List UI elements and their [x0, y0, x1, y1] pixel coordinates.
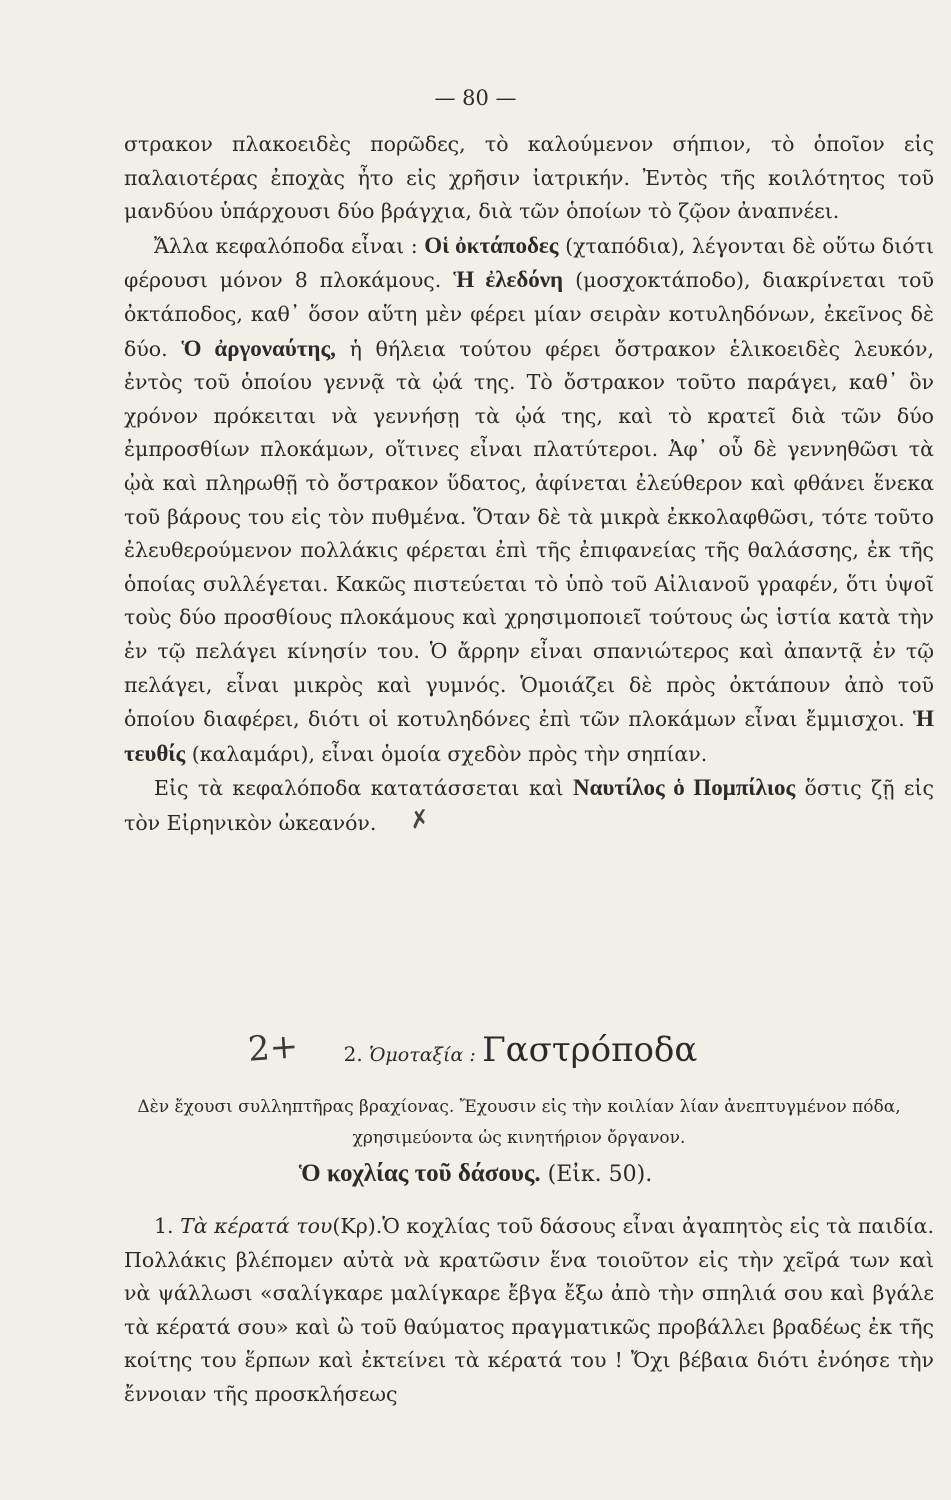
term-squid: Ἡ τευθίς: [124, 706, 934, 766]
text-run: (καλαμάρι), εἶναι ὁμοία σχεδὸν πρὸς τὴν σηπίαν.: [185, 741, 708, 766]
page-number: — 80 —: [434, 86, 517, 110]
section-label: Ὁμοταξία :: [369, 1044, 476, 1066]
section-name: Γαστρόποδα: [482, 1030, 698, 1070]
text-run: Ἄλλα κεφαλόποδα εἶναι :: [154, 233, 425, 258]
item-abbreviation: (Κρ).: [332, 1214, 383, 1238]
pencil-mark: ✗: [407, 803, 433, 835]
text-run: (χταπόδια), λέγονται δὲ οὕτω διότι φέρουσι μόνον 8 πλοκάμους.: [124, 233, 934, 293]
term-argonaut: Ὁ ἀργοναύτης,: [181, 335, 336, 361]
body-text-block: [124, 1210, 934, 1412]
item-number: 1.: [154, 1214, 174, 1238]
section-number: 2.: [343, 1042, 363, 1066]
species-name: Ὁ κοχλίας τοῦ δάσους.: [298, 1160, 541, 1187]
item-label: Τὰ κέρατά του: [180, 1214, 333, 1238]
paragraph: [124, 229, 934, 772]
section-description: Δὲν ἔχουσι συλληπτῆρας βραχίονας. Ἔχουσιν εἰς τὴν κοιλίαν λίαν ἀνεπτυγμένον πόδα, χρησιμεύοντα ὡς κινητήριον ὄργανον.: [137, 1097, 901, 1148]
body-text-block: [124, 128, 934, 840]
paragraph: στρακον πλακοειδὲς πορῶδες, τὸ καλούμενον σήπιον, τὸ ὁποῖον εἰς παλαιοτέρας ἐποχὰς ἦτο εἰς χρῆσιν ἰατρικήν. Ἐντὸς τῆς κοιλότητος τοῦ μανδύου ὑπάρχουσι δύο βράγχια, διὰ τῶν ὁποίων τὸ ζῷον ἀναπνέει.: [124, 132, 934, 224]
figure-reference: (Εἰκ. 50).: [547, 1162, 653, 1187]
paragraph: [124, 1210, 934, 1412]
text-run: ἡ θήλεια τούτου φέρει ὄστρακον ἑλικοειδὲς λευκόν, ἐντὸς τοῦ ὁποίου γεννᾷ τὰ ᾠά της. Τὸ ὄστρακον τοῦτο παράγει, καθ᾽ ὃν χρόνον πρόκειται νὰ γεννήσῃ τὰ ᾠά της, καὶ τὸ κρατεῖ διὰ τῶν δύο ἐμπροσθίων πλοκάμων, οἵτινες εἶναι πλατύτεροι. Ἀφ᾽ οὗ δὲ γεννηθῶσι τὰ ᾠὰ καὶ πληρωθῇ τὸ ὄστρακον ὕδατος, ἀφίνεται ἐλεύθερον καὶ φθάνει ἕνεκα τοῦ βάρους του εἰς τὸν πυθμένα. Ὅταν δὲ τὰ μικρὰ ἐκκολαφθῶσι, τότε τοῦτο ἐλευθερούμενον πολλάκις φέρεται ἐπὶ τῆς ἐπιφανείας τῆς θαλάσσης, ἐκ τῆς ὁποίας συλλέγεται. Κακῶς πιστεύεται τὸ ὑπὸ τοῦ Αἰλιανοῦ γραφέν, ὅτι ὑψοῖ τοὺς δύο προσθίους πλοκάμους καὶ χρησιμοποιεῖ τούτους ὡς ἱστία κατὰ τὴν ἐν τῷ πελάγει κίνησίν του. Ὁ ἄρρην εἶναι σπανιώτερος καὶ ἀπαντᾷ ἐν τῷ πελάγει, εἶναι μικρὸς καὶ γυμνός. Ὁμοιάζει δὲ πρὸς ὀκτάπουν ἀπὸ τοῦ ὁποίου διαφέρει, διότι οἱ κοτυληδόνες ἐπὶ τῶν πλοκάμων εἶναι ἔμμισχοι.: [124, 336, 934, 732]
species-title: [0, 1160, 951, 1188]
text-run: (μοσχοκτάποδο), διακρίνεται τοῦ ὀκτάποδος, καθ᾽ ὅσον αὕτη μὲν φέρει μίαν σειρὰν κοτυληδόνων, ἐκεῖνος δὲ δύο.: [124, 268, 934, 361]
term-octopus: Οἱ ὀκτάποδες: [424, 232, 559, 258]
term-nautilus: Ναυτίλος ὁ Πομπίλιος: [573, 775, 796, 801]
text-run: Ὁ κοχλίας τοῦ δάσους εἶναι ἀγαπητὸς εἰς τὰ παιδία. Πολλάκις βλέπομεν αὐτὰ νὰ κρατῶσιν ἕνα τοιοῦτον εἰς τὴν χεῖρά των καὶ νὰ ψάλλωσι «σαλίγκαρε μαλίγκαρε ἔβγα ἔξω ἀπὸ τὴν σπηλιά σου καὶ βγάλε τὰ κέρατά σου» καὶ ὢ τοῦ θαύματος πραγματικῶς προβάλλει βραδέως ἐκ τῆς κοίτης του ἕρπων καὶ ἐκτείνει τὰ κέρατά του ! Ὄχι βέβαια διότι ἐνόησε τὴν ἔννοιαν τῆς προσκλήσεως: [124, 1214, 934, 1406]
term-eledone: Ἡ ἐλεδόνη: [453, 267, 564, 293]
handwritten-annotation: 2+: [246, 1026, 300, 1070]
text-run: ὅστις ζῇ εἰς τὸν Εἰρηνικὸν ὠκεανόν.: [124, 776, 934, 835]
text-run: Εἰς τὰ κεφαλόποδα κατατάσσεται καὶ: [154, 776, 574, 801]
section-heading: [0, 1030, 951, 1070]
paragraph: [124, 771, 934, 840]
